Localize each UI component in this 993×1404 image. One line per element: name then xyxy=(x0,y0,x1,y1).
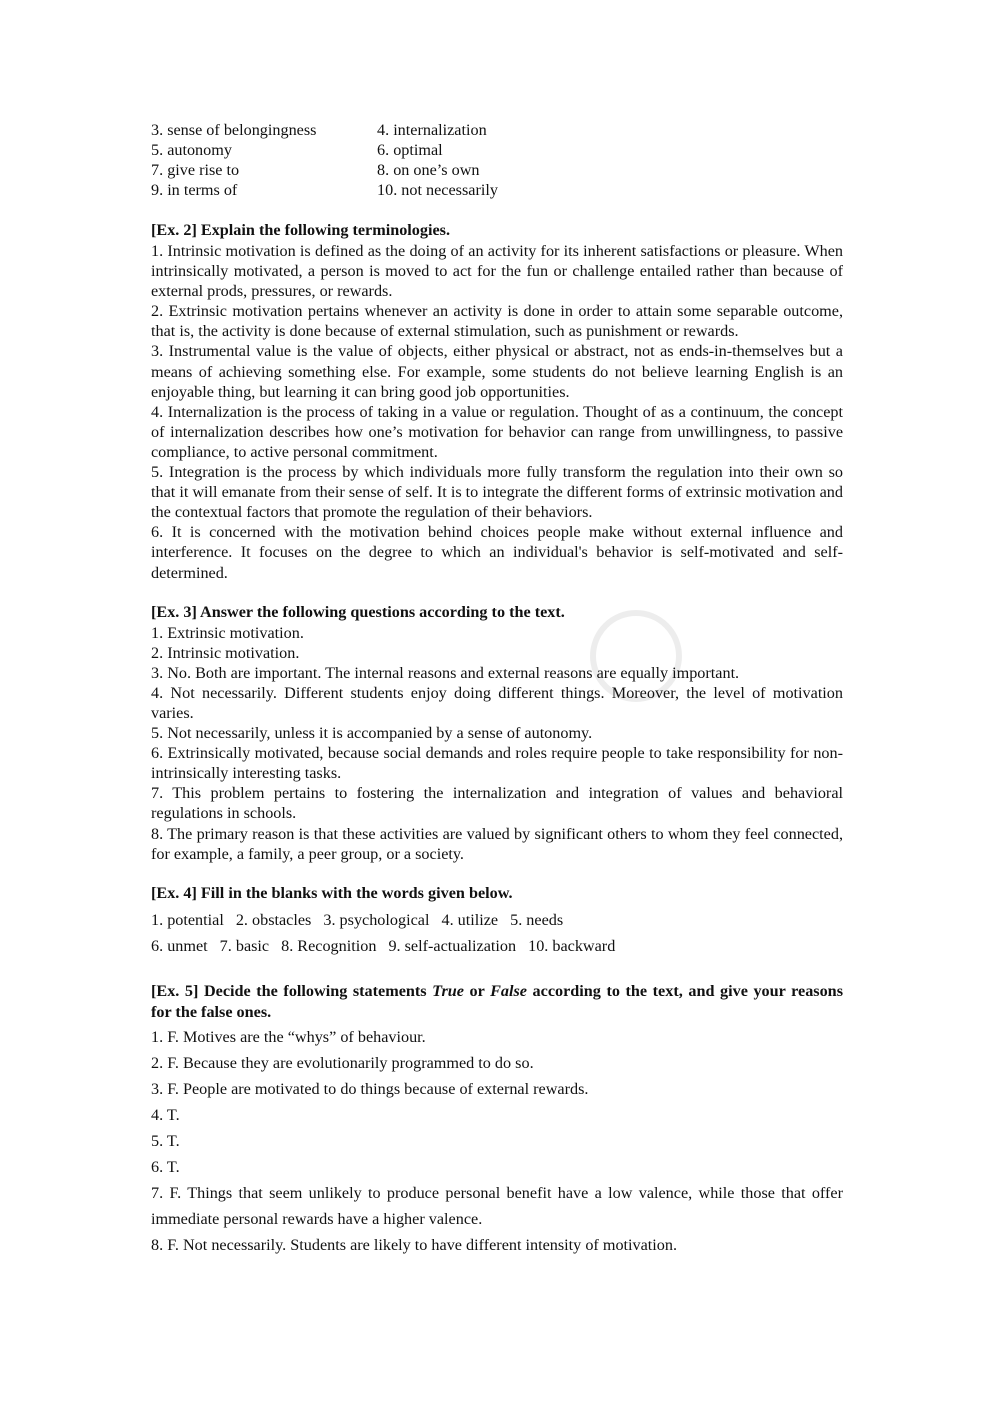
ex3-item: 8. The primary reason is that these activities are valued by significant others to whom they feel connected, for example, a family, a peer group, or a society. xyxy=(151,824,843,863)
ex3-answers xyxy=(151,623,843,864)
ex4-row xyxy=(151,907,843,933)
ex3-item: 1. Extrinsic motivation. xyxy=(151,623,304,642)
ex1-word-list xyxy=(151,120,843,200)
ex3-item: 7. This problem pertains to fostering the internalization and integration of values and behavioral regulations in schools. xyxy=(151,784,843,823)
ex5-heading xyxy=(151,981,843,1023)
ex2-item: 1. Intrinsic motivation is defined as the doing of an activity for its inherent satisfactions or pleasure. When intrinsically motivated, a person is moved to act for the fun or challenge entailed rather than because of external prods, pressures, or rewards. xyxy=(151,242,843,301)
ex4-word: 5. needs xyxy=(510,910,564,929)
ex1-word: 10. not necessarily xyxy=(377,181,498,199)
ex5-answers xyxy=(151,1024,843,1258)
ex5-heading-or: or xyxy=(463,981,491,1000)
ex2-item: 4. Internalization is the process of taking in a value or regulation. Thought of as a continuum, the concept of internalization describes how one’s motivation for behavior can range from unwillingness, to passive compliance, to active personal commitment. xyxy=(151,402,843,461)
ex4-word: 8. Recognition xyxy=(281,936,377,955)
ex4-word: 10. backward xyxy=(528,936,616,955)
ex5-item: 4. T. xyxy=(151,1105,180,1124)
ex2-item: 3. Instrumental value is the value of objects, either physical or abstract, not as ends-in-themselves but a means of achieving something else. For example, some students do not believe learning English is an enjoyable thing, but learning it can bring good job opportunities. xyxy=(151,342,843,401)
ex2-item: 2. Extrinsic motivation pertains whenever an activity is done in order to attain some separable outcome, that is, the activity is done because of external stimulation, such as punishment or rewards. xyxy=(151,302,843,341)
ex4-word: 1. potential xyxy=(151,910,224,929)
ex5-heading-pre: [Ex. 5] Decide the following statements xyxy=(151,981,433,1000)
ex2-answers xyxy=(151,241,843,583)
ex2-heading: [Ex. 2] Explain the following terminologies. xyxy=(151,221,451,239)
ex5-item: 2. F. Because they are evolutionarily programmed to do so. xyxy=(151,1053,534,1072)
ex5-item: 8. F. Not necessarily. Students are likely to have different intensity of motivation. xyxy=(151,1235,678,1254)
ex3-item: 4. Not necessarily. Different students enjoy doing different things. Moreover, the level of motivation varies. xyxy=(151,683,843,722)
ex3-item: 2. Intrinsic motivation. xyxy=(151,643,300,662)
ex5-item: 3. F. People are motivated to do things because of external rewards. xyxy=(151,1079,589,1098)
ex1-word: 3. sense of belongingness xyxy=(151,121,317,139)
ex1-word: 4. internalization xyxy=(377,121,487,139)
ex4-row xyxy=(151,933,843,959)
ex5-item: 5. T. xyxy=(151,1131,180,1150)
ex4-word: 6. unmet xyxy=(151,936,208,955)
ex1-word: 8. on one’s own xyxy=(377,161,480,179)
ex1-word: 9. in terms of xyxy=(151,181,238,199)
ex4-word: 9. self-actualization xyxy=(388,936,517,955)
ex5-heading-false: False xyxy=(490,981,527,1000)
ex5-item: 1. F. Motives are the “whys” of behaviour. xyxy=(151,1027,426,1046)
ex5-heading-post: according to the text, and give your reasons for the false ones. xyxy=(151,981,843,1021)
ex4-word: 4. utilize xyxy=(441,910,499,929)
ex5-heading-true: True xyxy=(432,981,464,1000)
ex5-item: 7. F. Things that seem unlikely to produce personal benefit have a low valence, while those that offer immediate personal rewards have a higher valence. xyxy=(151,1183,843,1228)
ex2-item: 6. It is concerned with the motivation behind choices people make without external influence and interference. It focuses on the degree to which an individual's behavior is self-motivated and self-determined. xyxy=(151,523,843,582)
ex2-item: 5. Integration is the process by which individuals more fully transform the regulation into their own so that it will emanate from their sense of self. It is to integrate the different forms of extrinsic motivation and the contextual factors that promote the regulation of their behaviors. xyxy=(151,463,843,522)
ex1-word: 5. autonomy xyxy=(151,141,232,159)
ex4-word: 3. psychological xyxy=(323,910,430,929)
ex1-word: 7. give rise to xyxy=(151,161,240,179)
ex4-heading: [Ex. 4] Fill in the blanks with the words given below. xyxy=(151,883,513,902)
ex4-word: 7. basic xyxy=(219,936,270,955)
ex3-heading: [Ex. 3] Answer the following questions according to the text. xyxy=(151,602,565,621)
ex1-word: 6. optimal xyxy=(377,141,443,159)
ex5-item: 6. T. xyxy=(151,1157,180,1176)
ex3-item: 3. No. Both are important. The internal reasons and external reasons are equally important. xyxy=(151,663,740,682)
ex4-answers xyxy=(151,907,843,959)
document-page xyxy=(151,120,843,1258)
ex3-item: 5. Not necessarily, unless it is accompanied by a sense of autonomy. xyxy=(151,724,593,743)
ex4-word: 2. obstacles xyxy=(235,910,312,929)
ex3-item: 6. Extrinsically motivated, because social demands and roles require people to take responsibility for non-intrinsically interesting tasks. xyxy=(151,744,843,783)
